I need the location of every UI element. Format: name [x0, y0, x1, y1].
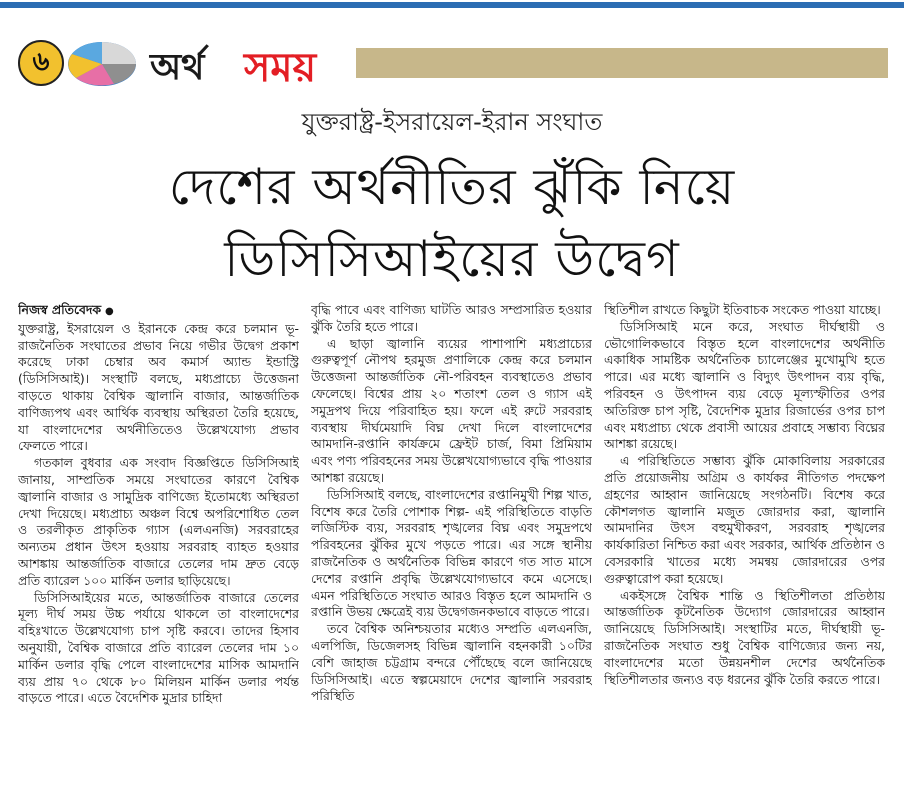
- masthead: [18, 30, 888, 96]
- paragraph: বৃদ্ধি পাবে এবং বাণিজ্য ঘাটতি আরও সম্প্রসারিত হওয়ার ঝুঁকি তৈরি হতে পারে।: [311, 302, 592, 334]
- brand-name-part2: সময়: [244, 44, 317, 91]
- paragraph: ডিসিসিআই বলছে, বাংলাদেশের রপ্তানিমুখী শিল্প খাত, বিশেষ করে তৈরি পোশাক শিল্প- এই পরিস্থিতিতে বাড়তি লজিস্টিক ব্যয়, সরবরাহ শৃঙ্খলের বিঘ্ন এবং সমুদ্রপথে পরিবহনের ঝুঁকির মুখে পড়তে পারে। এর সঙ্গে স্থানীয় রাজনৈতিক ও অর্থনৈতিক বিভিন্ন কারণে গত সাত মাসে দেশের রপ্তানি প্রবৃদ্ধি উল্লেখযোগ্যভাবে কমে এসেছে। এমন পরিস্থিতিতে সংঘাত আরও বিস্তৃত হলে আমদানি ও রপ্তানি উভয় ক্ষেত্রেই ব্যয় উদ্বেগজনকভাবে বাড়তে পারে।: [311, 486, 592, 620]
- headline-line-1: দেশের অর্থনীতির ঝুঁকি নিয়ে: [168, 158, 736, 216]
- headline-line-2: ডিসিসিআইয়ের উদ্বেগ: [224, 230, 680, 288]
- column-3: [604, 302, 885, 788]
- paragraph: তবে বৈশ্বিক অনিশ্চয়তার মধ্যেও সম্প্রতি এলএনজি, এলপিজি, ডিজেলসহ বিভিন্ন জ্বালানি বহনকারী ১০টির বেশি জাহাজ চট্টগ্রাম বন্দরে পৌঁছেছে বলে জানিয়েছে ডিসিসিআই। এতে স্বল্পমেয়াদে দেশের জ্বালানি সরবরাহ পরিস্থিতি: [311, 621, 592, 704]
- column-2: [311, 302, 592, 788]
- paragraph: ডিসিসিআইয়ের মতে, আন্তর্জাতিক বাজারে তেলের মূল্য দীর্ঘ সময় উচ্চ পর্যায়ে থাকলে তা বাংলাদেশের বহিঃখাতে উল্লেখযোগ্য চাপ সৃষ্টি করবে। তাদের হিসাব অনুযায়ী, বৈশ্বিক বাজারে প্রতি ব্যারেল তেলের দাম ১০ মার্কিন ডলার বৃদ্ধি পেলে বাংলাদেশের মাসিক আমদানি ব্যয় প্রায় ৭০ থেকে ৮০ মিলিয়ন মার্কিন ডলার পর্যন্ত বাড়তে পারে। এতে বৈদেশিক মুদ্রার চাহিদা: [18, 589, 299, 706]
- byline-row: [18, 302, 299, 321]
- masthead-bar: [356, 48, 888, 78]
- paragraph: এ পরিস্থিতিতে সম্ভাব্য ঝুঁকি মোকাবিলায় সরকারের প্রতি প্রয়োজনীয় অগ্রিম ও কার্যকর নীতিগত পদক্ষেপ গ্রহণের আহ্বান জানিয়েছে সংগঠনটি। বিশেষ করে কৌশলগত জ্বালানি মজুত জোরদার করা, জ্বালানি আমদানির উৎস বহুমুখীকরণ, সরবরাহ শৃঙ্খলের কার্যকারিতা নিশ্চিত করা এবং সরকার, আর্থিক প্রতিষ্ঠান ও বেসরকারি খাতের মধ্যে সমন্বয় জোরদারের ওপর গুরুত্বারোপ করা হয়েছে।: [604, 453, 885, 586]
- page-number: ৬: [18, 40, 64, 86]
- paragraph: ডিসিসিআই মনে করে, সংঘাত দীর্ঘস্থায়ী ও ভৌগোলিকভাবে বিস্তৃত হলে বাংলাদেশের অর্থনীতি একাধিক সামষ্টিক অর্থনৈতিক চ্যালেঞ্জের মুখোমুখি হতে পারে। এর মধ্যে জ্বালানি ও বিদ্যুৎ উৎপাদন ব্যয় বৃদ্ধি, পরিবহন ও উৎপাদন ব্যয় বেড়ে মূল্যস্ফীতির ওপর অতিরিক্ত চাপ সৃষ্টি, বৈদেশিক মুদ্রার রিজার্ভের ওপর চাপ এবং মধ্যপ্রাচ্য থেকে প্রবাসী আয়ের প্রবাহে সম্ভাব্য বিঘ্নের আশঙ্কা রয়েছে।: [604, 318, 885, 452]
- column-1: [18, 302, 299, 788]
- paragraph: গতকাল বুধবার এক সংবাদ বিজ্ঞপ্তিতে ডিসিসিআই জানায়, সাম্প্রতিক সময়ে সংঘাতের কারণে বৈশ্বিক জ্বালানি বাজার ও সামুদ্রিক বাণিজ্যে ইতোমধ্যে অস্থিরতা দেখা দিয়েছে। মধ্যপ্রাচ্য অঞ্চল বিশ্বে অপরিশোধিত তেল ও তরলীকৃত প্রাকৃতিক গ্যাস (এলএনজি) সরবরাহের অন্যতম প্রধান উৎস হওয়ায় সরবরাহ ব্যাহত হওয়ার আশঙ্কায় আন্তর্জাতিক বাজারে তেলের দাম দ্রুত বেড়ে প্রতি ব্যারেল ১০০ মার্কিন ডলার ছাড়িয়েছে।: [18, 455, 299, 588]
- pie-chart-icon: [58, 34, 142, 90]
- paragraph: এ ছাড়া জ্বালানি ব্যয়ের পাশাপাশি মধ্যপ্রাচ্যের গুরুত্বপূর্ণ নৌপথ হরমুজ প্রণালিকে কেন্দ্র করে চলমান উত্তেজনা আন্তর্জাতিক নৌ-পরিবহন ব্যবস্থাতেও প্রভাব ফেলেছে। বিশ্বের প্রায় ২০ শতাংশ তেল ও গ্যাস এই সমুদ্রপথ দিয়ে পরিবাহিত হয়। ফলে এই রুটে সরবরাহ ব্যবস্থায় দীর্ঘমেয়াদি বিঘ্ন দেখা দিলে বাংলাদেশের আমদানি-রপ্তানি কার্যক্রমে ফ্রেইট চার্জ, বিমা প্রিমিয়াম এবং পণ্য পরিবহনের সময় উল্লেখযোগ্যভাবে বৃদ্ধি পাওয়ার আশঙ্কা রয়েছে।: [311, 335, 592, 485]
- paragraph: একইসঙ্গে বৈশ্বিক শান্তি ও স্থিতিশীলতা প্রতিষ্ঠায় আন্তর্জাতিক কূটনৈতিক উদ্যোগ জোরদারের আহ্বান জানিয়েছে ডিসিসিআই। সংস্থাটির মতে, দীর্ঘস্থায়ী ভূ-রাজনৈতিক সংঘাত শুধু বৈশ্বিক বাণিজ্যের জন্য নয়, বাংলাদেশের মতো উন্নয়নশীল দেশের অর্থনৈতিক স্থিতিশীলতার জন্যও বড় ধরনের ঝুঁকি তৈরি করতে পারে।: [604, 587, 885, 687]
- byline: নিজস্ব প্রতিবেদক: [18, 302, 102, 317]
- paragraph: স্থিতিশীল রাখতে কিছুটা ইতিবাচক সংকেত পাওয়া যাচ্ছে।: [604, 302, 881, 317]
- paragraph: যুক্তরাষ্ট্র, ইসরায়েল ও ইরানকে কেন্দ্র করে চলমান ভূ-রাজনৈতিক সংঘাতের প্রভাব নিয়ে গভীর উদ্বেগ প্রকাশ করেছে ঢাকা চেম্বার অব কমার্স অ্যান্ড ইন্ডাস্ট্রি (ডিসিসিআই)। সংস্থাটি বলছে, মধ্যপ্রাচ্যে উত্তেজনা বাড়তে থাকায় বৈশ্বিক জ্বালানি বাজার, আন্তর্জাতিক বাণিজ্যপথ এবং আর্থিক ব্যবস্থায় অস্থিরতা তৈরি হয়েছে, যা বাংলাদেশের অর্থনীতিতেও উল্লেখযোগ্য প্রভাব ফেলতে পারে।: [18, 320, 299, 454]
- kicker: যুক্তরাষ্ট্র-ইসরায়েল-ইরান সংঘাত: [301, 108, 603, 136]
- brand-name-part1: অর্থ: [150, 46, 205, 88]
- top-rule: [0, 2, 904, 8]
- article-body: [18, 302, 886, 788]
- bullet-icon: ●: [104, 306, 114, 317]
